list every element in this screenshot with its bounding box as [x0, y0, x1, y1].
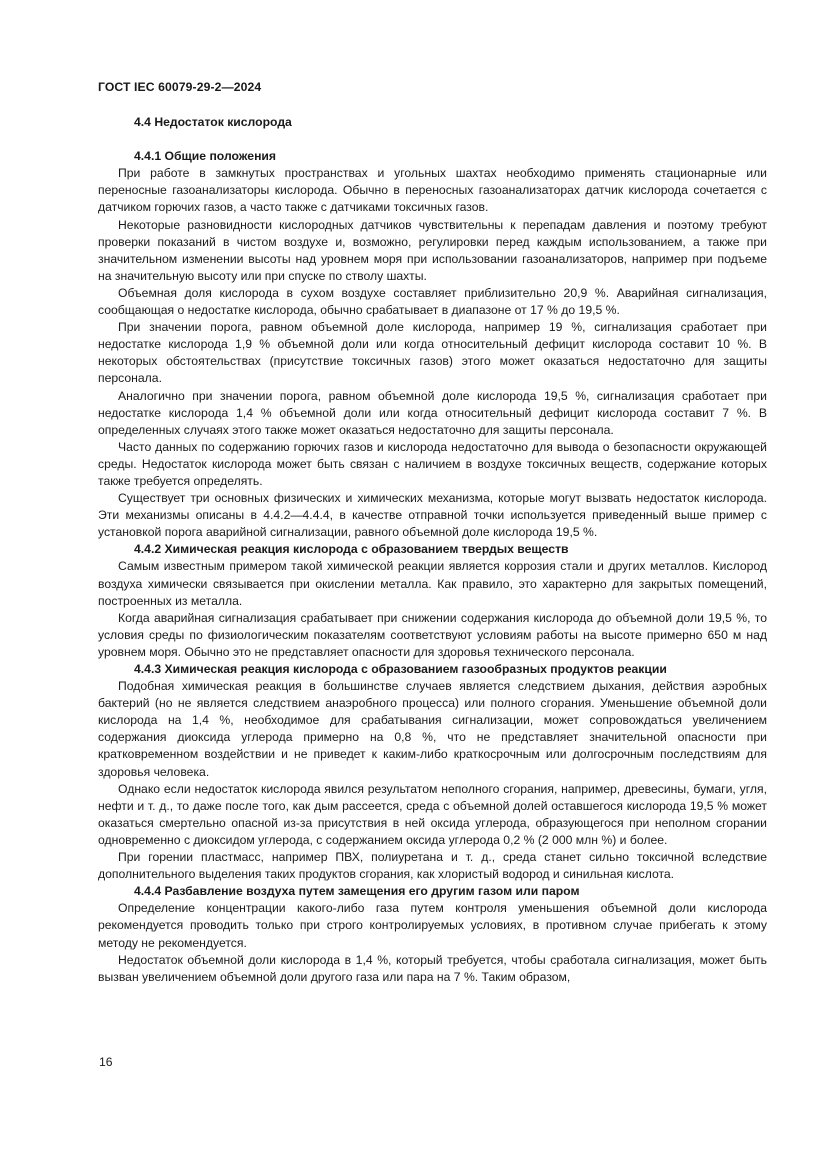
paragraph: Подобная химическая реакция в большинстве случаев является следствием дыхания, действия аэробных бактерий (но не является следствием анаэробного процесса) или полного сгорания. Уменьшение объемной доли кислорода на 1,4 %, необходимое для срабатывания сигнализации, может сопровождаться увеличением содержания диоксида углерода примерно на 0,8 %, что не представляет значительной опасности при кратковременном воздействии и не приведет к каким-либо краткосрочным или долгосрочным последствиям для здоровья человека. [98, 679, 767, 779]
paragraph: Недостаток объемной доли кислорода в 1,4 %, который требуется, чтобы сработала сигнализация, может быть вызван увеличением объемной доли другого газа или пара на 7 %. Таким образом, [98, 952, 767, 984]
paragraph: Однако если недостаток кислорода явился результатом неполного сгорания, например, древесины, бумаги, угля, нефти и т. д., то даже после того, как дым рассеется, среда с объемной долей оставшегося кислорода 19,5 % может оказаться смертельно опасной из-за присутствия в ней оксида углерода, образующегося при неполном сгорании одновременно с диоксидом углерода, с содержанием оксида углерода 0,2 % (2 000 млн %) и более. [98, 781, 767, 847]
page-number: 16 [99, 1055, 113, 1069]
paragraph: Определение концентрации какого-либо газа путем контроля уменьшения объемной доли кислорода рекомендуется проводить только при строго контролируемых условиях, в противном случае прибегать к этому методу не рекомендуется. [98, 901, 767, 950]
paragraph: При значении порога, равном объемной доле кислорода, например 19 %, сигнализация сработает при недостатке кислорода 1,9 % объемной доли или когда относительный дефицит кислорода составит 10 %. В некоторых обстоятельствах (присутствие токсичных газов) этого может оказаться недостаточно для защиты персонала. [98, 320, 767, 386]
page-body [98, 114, 767, 986]
section-4-4-1-title: 4.4.1 Общие положения [134, 149, 277, 164]
paragraph: При работе в замкнутых пространствах и угольных шахтах необходимо применять стационарные или переносные газоанализаторы кислорода. Обычно в переносных газоанализаторах датчик кислорода сочетается с датчиком горючих газов, а часто также с датчиками токсичных газов. [98, 166, 767, 215]
section-4-4-title: 4.4 Недостаток кислорода [134, 115, 292, 129]
paragraph: Объемная доля кислорода в сухом воздухе составляет приблизительно 20,9 %. Аварийная сигнализация, сообщающая о недостатке кислорода, обычно срабатывает в диапазоне от 17 % до 19,5 %. [98, 285, 767, 318]
document-header: ГОСТ IEC 60079-29-2—2024 [98, 80, 262, 94]
paragraph: При горении пластмасс, например ПВХ, полиуретана и т. д., среда станет сильно токсичной вследствие дополнительного выделения таких продуктов сгорания, как хлористый водород и синильная кислота. [98, 850, 767, 882]
paragraph: Когда аварийная сигнализация срабатывает при снижении содержания кислорода до объемной доли 19,5 %, то условия среды по физиологическим показателям соответствуют условиям работы на высоте примерно 650 м над уровнем моря. Обычно это не представляет опасности для здоровья технического персонала. [98, 610, 767, 659]
paragraph: Аналогично при значении порога, равном объемной доле кислорода 19,5 %, сигнализация сработает при недостатке кислорода 1,4 % объемной доли или когда относительный дефицит кислорода составит 7 %. В определенных случаях этого также может оказаться недостаточно для защиты персонала. [98, 388, 767, 437]
section-4-4-2-title: 4.4.2 Химическая реакция кислорода с образованием твердых веществ [134, 542, 569, 557]
paragraph: Некоторые разновидности кислородных датчиков чувствительны к перепадам давления и поэтому требуют проверки показаний в чистом воздухе и, возможно, регулировки перед каждым использованием, а также при значительном изменении высоты над уровнем моря при использовании газоанализаторов, например при подъеме на значительную высоту или при спуске по стволу шахты. [98, 217, 767, 283]
section-4-4-3-title: 4.4.3 Химическая реакция кислорода с образованием газообразных продуктов реакции [134, 662, 667, 676]
paragraph: Часто данных по содержанию горючих газов и кислорода недостаточно для вывода о безопасности окружающей среды. Недостаток кислорода может быть связан с наличием в воздухе токсичных веществ, содержание которых также требуется определять. [98, 439, 767, 488]
paragraph: Самым известным примером такой химической реакции является коррозия стали и других металлов. Кислород воздуха химически связывается при окислении металла. Как правило, это характерно для закрытых помещений, построенных из металла. [98, 559, 767, 608]
paragraph: Существует три основных физических и химических механизма, которые могут вызвать недостаток кислорода. Эти механизмы описаны в 4.4.2—4.4.4, в качестве отправной точки используется приведенный выше пример с установкой порога аварийной сигнализации, равного объемной доле кислорода 19,5 %. [98, 491, 767, 540]
section-4-4-4-title: 4.4.4 Разбавление воздуха путем замещения его другим газом или паром [134, 884, 580, 899]
